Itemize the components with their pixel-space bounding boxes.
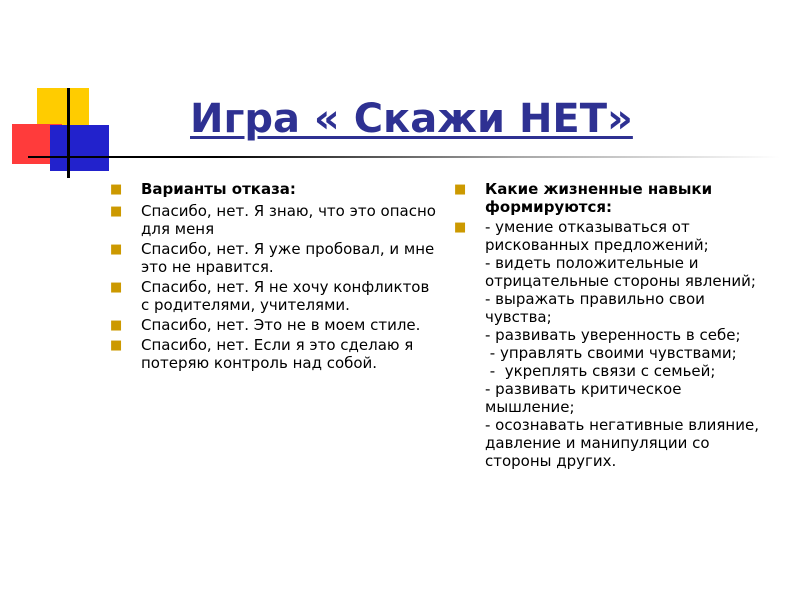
skills-line: - выражать правильно свои xyxy=(485,290,705,308)
bullet-icon: ■ xyxy=(110,280,123,295)
skills-line: - умение отказываться от xyxy=(485,218,690,236)
list-item-text: Спасибо, нет. Если я это сделаю я потеряю контроль над собой. xyxy=(141,336,414,372)
list-item xyxy=(108,278,438,314)
list-item-text: Варианты отказа: xyxy=(141,180,296,198)
list-item xyxy=(108,240,438,276)
skills-heading xyxy=(452,180,787,216)
skills-line: мышление; xyxy=(485,398,575,416)
decor-blue-square xyxy=(50,125,109,171)
skills-line: - укреплять связи с семьей; xyxy=(485,362,716,380)
skills-heading-text: Какие жизненные навыки формируются: xyxy=(485,180,713,216)
bullet-icon: ■ xyxy=(454,220,467,235)
list-item xyxy=(108,202,438,238)
list-item-text: Спасибо, нет. Это не в моем стиле. xyxy=(141,316,421,334)
list-item-text: Спасибо, нет. Я знаю, что это опасно для меня xyxy=(141,202,436,238)
bullet-icon: ■ xyxy=(110,204,123,219)
skills-list xyxy=(452,218,787,470)
right-column xyxy=(452,180,787,470)
title-divider-line xyxy=(28,156,780,158)
skills-line: чувства; xyxy=(485,308,552,326)
list-item xyxy=(108,336,438,372)
skills-line: - видеть положительные и xyxy=(485,254,699,272)
decor-vertical-line xyxy=(67,88,70,178)
skills-line: - осознавать негативные влияние, xyxy=(485,416,759,434)
slide-title: Игра « Скажи НЕТ» xyxy=(190,96,633,142)
bullet-icon: ■ xyxy=(110,318,123,333)
skills-line: рискованных предложений; xyxy=(485,236,709,254)
bullet-icon: ■ xyxy=(110,242,123,257)
skills-line: давление и манипуляции со xyxy=(485,434,710,452)
skills-line: стороны других. xyxy=(485,452,617,470)
bullet-icon: ■ xyxy=(110,182,123,197)
list-item-text: Спасибо, нет. Я не хочу конфликтов с родителями, учителями. xyxy=(141,278,430,314)
left-column xyxy=(108,180,438,374)
list-item xyxy=(108,316,438,334)
skills-line: отрицательные стороны явлений; xyxy=(485,272,756,290)
list-item-text: Спасибо, нет. Я уже пробовал, и мне это не нравится. xyxy=(141,240,435,276)
skills-line: - управлять своими чувствами; xyxy=(485,344,737,362)
skills-line: - развивать уверенность в себе; xyxy=(485,326,741,344)
bullet-icon: ■ xyxy=(454,182,467,197)
list-item xyxy=(108,180,438,198)
skills-line: - развивать критическое xyxy=(485,380,682,398)
bullet-icon: ■ xyxy=(110,338,123,353)
